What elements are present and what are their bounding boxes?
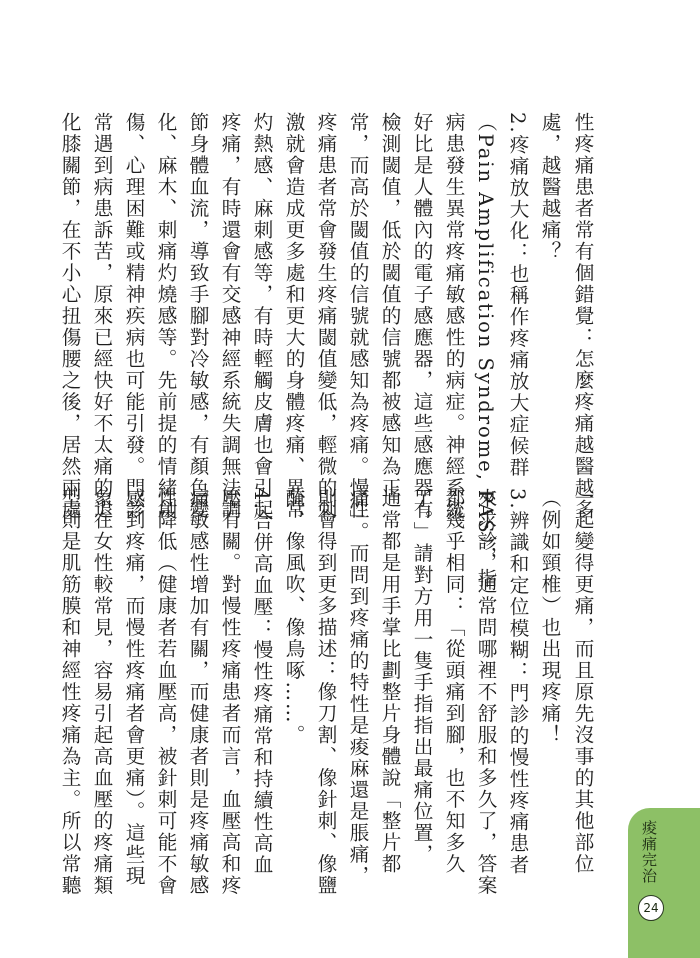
text-column: 激就會造成更多處和更大的身體疼痛、異常 — [282, 112, 305, 521]
text-column: 3.辨識和定位模糊：門診的慢性疼痛患者 — [506, 488, 529, 876]
text-column: 疼痛，有時還會有交感神經系統失調無法調 — [218, 112, 241, 521]
text-column: 常遇到病患訴苦，原來已經快好不太痛的退 — [90, 112, 113, 521]
text-column: 好比是人體內的電子感應器，這些感應器有 — [410, 112, 433, 521]
text-column: 都幾乎相同：「從頭痛到腳，也不知多久 — [442, 488, 465, 875]
text-column: 性降低（健康者若血壓高，被針刺可能不會 — [154, 488, 177, 897]
text-column: （例如頸椎）也出現疼痛！ — [538, 488, 561, 746]
text-column: 疼痛患者常會發生疼痛閾值變低，輕微的刺 — [314, 112, 337, 521]
text-column: 象在女性較常見，容易引起高血壓的疼痛類 — [90, 488, 113, 897]
text-column: 病患發生異常疼痛敏感性的病症。神經系統 — [442, 112, 465, 521]
text-column: 則會得到更多描述：像刀割、像針刺、像鹽 — [314, 488, 337, 897]
text-column: 痛敏感性增加有關，而健康者則是疼痛敏感 — [186, 488, 209, 897]
book-title: 痠痛完治 — [640, 820, 658, 884]
text-column: 感到疼痛，而慢性疼痛者會更痛）。這些現 — [122, 488, 145, 887]
text-column: 4.合併高血壓：慢性疼痛常和持續性高血 — [250, 488, 273, 876]
text-column: 型則是肌筋膜和神經性疼痛為主。所以常聽 — [58, 488, 81, 897]
text-column: 處，越醫越痛？ — [538, 112, 561, 263]
text-column: 化、麻木、刺痛灼燒感等。先前提的情緒創 — [154, 112, 177, 521]
text-column: 灼熱感、麻刺感等，有時輕觸皮膚也會引起 — [250, 112, 273, 521]
text-column: 化膝關節，在不小心扭傷腰之後，居然兩處 — [58, 112, 81, 521]
text-column: 2.疼痛放大化：也稱作疼痛放大症候群 — [506, 112, 529, 479]
page-number: 24 — [638, 895, 664, 921]
text-column: 性疼痛患者常有個錯覺：怎麼疼痛越醫越多 — [571, 112, 594, 521]
text-column: 檢測閾值，低於閾值的信號都被感知為正 — [378, 112, 401, 499]
text-column: 節身體血流，導致手腳對冷敏感，有顏色變 — [186, 112, 209, 521]
text-column: 痛」。而問到疼痛的特性是痠麻還是脹痛， — [346, 488, 369, 887]
text-column: （Pain Amplification Syndrome, PAS），指 — [474, 112, 497, 590]
text-column: 醃、像風吹、像鳥啄……。 — [282, 488, 305, 746]
text-column: 一起變得更痛，而且原先沒事的其他部位 — [571, 488, 594, 875]
text-column: 壓有關。對慢性疼痛患者而言，血壓高和疼 — [218, 488, 241, 897]
text-column: 來求診，通常問哪裡不舒服和多久了，答案 — [474, 488, 497, 897]
text-column: 通常都是用手掌比劃整片身體說「整片都 — [378, 488, 401, 875]
text-column: 常，而高於閾值的信號就感知為疼痛。慢性 — [346, 112, 369, 521]
text-column: 了。」請對方用一隻手指指出最痛位置， — [410, 488, 433, 866]
text-column: 傷、心理困難或精神疾病也可能引發。門診 — [122, 112, 145, 521]
